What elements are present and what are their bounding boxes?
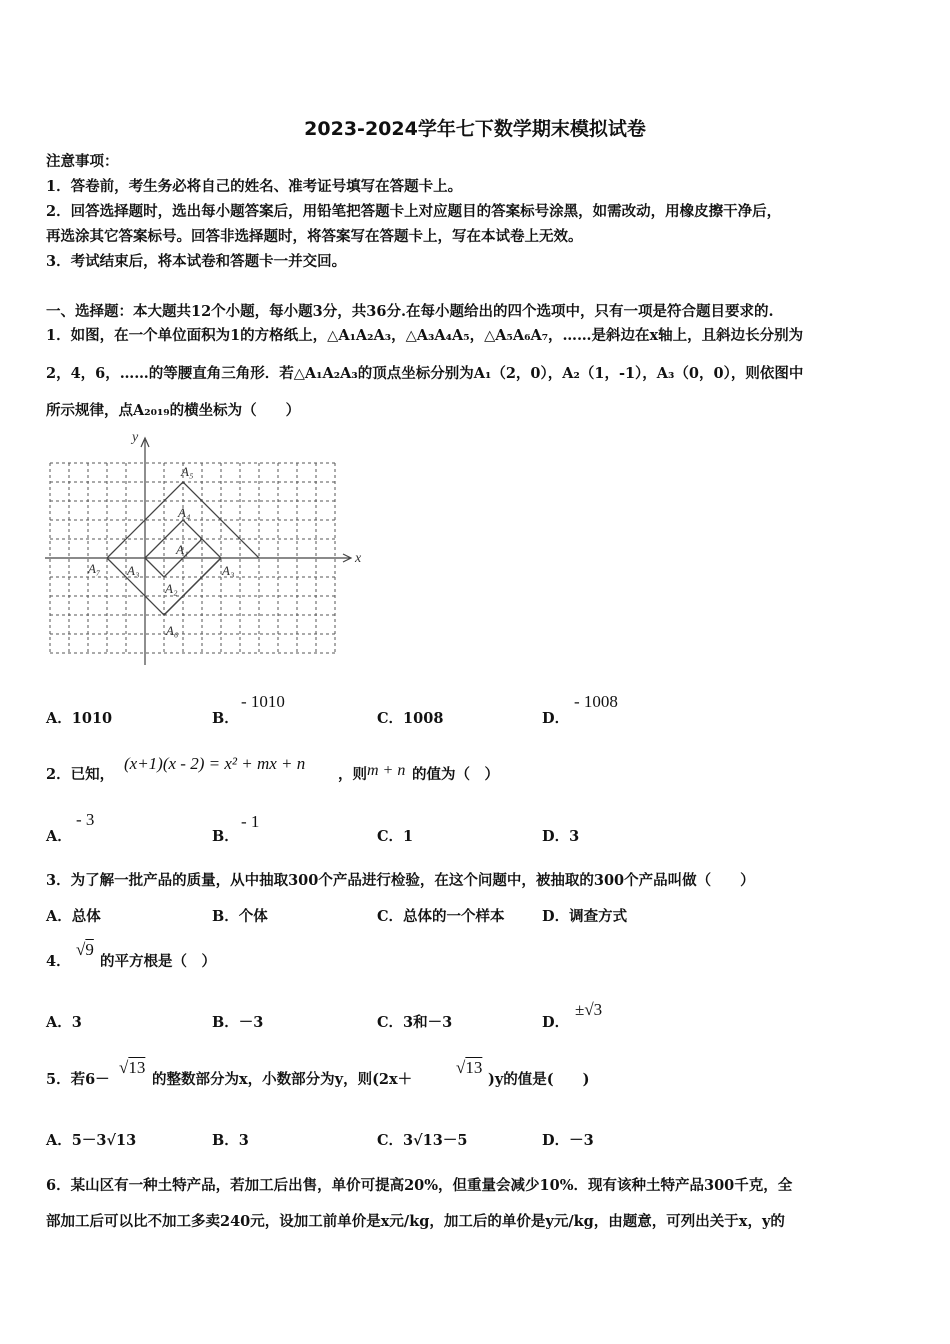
option-d[interactable]: D． — [542, 710, 570, 727]
option-b[interactable]: B．3 — [212, 1132, 249, 1149]
question-3-text: 3．为了解一批产品的质量，从中抽取300个产品进行检验，在这个问题中，被抽取的300个产品叫做（ ） — [46, 872, 755, 889]
point-label: A₅ — [181, 464, 194, 479]
point-label: A₄ — [178, 505, 191, 520]
point-label: A₃ — [127, 563, 140, 578]
option-c[interactable]: C．3√13－5 — [377, 1132, 468, 1149]
question-2-suffix: 的值为（ ） — [412, 766, 499, 783]
question-6-text: 6．某山区有一种土特产品，若加工后出售，单价可提高20%，但重量会减少10%．现有该种土特产品300千克，全 — [46, 1177, 793, 1194]
x-axis-label: x — [355, 551, 362, 566]
question-4-num: 4． — [46, 953, 71, 970]
option-a[interactable]: A． — [46, 828, 72, 845]
option-d-value: ±√3 — [575, 1000, 603, 1019]
notice-item: 1．答卷前，考生务必将自己的姓名、准考证号填写在答题卡上。 — [46, 178, 463, 195]
sqrt-13: √13 — [456, 1058, 483, 1077]
section-heading: 一、选择题：本大题共12个小题，每小题3分，共36分.在每小题给出的四个选项中，只有一项是符合题目要求的. — [46, 303, 774, 320]
question-4-suffix: 的平方根是（ ） — [100, 953, 216, 970]
question-2-prefix: 2．已知， — [46, 766, 115, 783]
point-label: A₆ — [166, 623, 179, 638]
question-1-figure — [40, 425, 370, 670]
option-a[interactable]: A．1010 — [46, 710, 113, 727]
notice-item: 2．回答选择题时，选出每小题答案后，用铅笔把答题卡上对应题目的答案标号涂黑，如需改动，用橡皮擦干净后， — [46, 203, 782, 220]
point-label: A₃ — [222, 563, 235, 578]
notice-item: 再选涂其它答案标号。回答非选择题时，将答案写在答题卡上，写在本试卷上无效。 — [46, 228, 583, 245]
option-c[interactable]: C．总体的一个样本 — [377, 908, 505, 925]
option-b-value: - 1010 — [241, 692, 285, 711]
option-c[interactable]: C．1 — [377, 828, 414, 845]
question-1-text: 2，4，6，……的等腰直角三角形．若△A₁A₂A₃的顶点坐标分别为A₁（2，0），A₂（1，-1），A₃（0，0），则依图中 — [46, 365, 804, 382]
option-b[interactable]: B．个体 — [212, 908, 268, 925]
option-d-value: - 1008 — [574, 692, 618, 711]
question-2-formula: (x+1)(x - 2) = x² + mx + n — [124, 754, 306, 773]
option-d[interactable]: D．－3 — [542, 1132, 594, 1149]
question-5-part1: 5．若6－ — [46, 1071, 110, 1088]
question-2-middle: ，则 — [338, 766, 367, 783]
notice-item: 3．考试结束后，将本试卷和答题卡一并交回。 — [46, 253, 347, 270]
option-b-value: - 1 — [241, 812, 260, 831]
page-title: 2023-2024学年七下数学期末模拟试卷 — [304, 118, 646, 140]
notice-heading: 注意事项： — [46, 153, 119, 170]
question-2-expr: m + n — [367, 762, 406, 779]
option-c[interactable]: C．1008 — [377, 710, 444, 727]
option-d[interactable]: D． — [542, 1014, 570, 1031]
point-label: A₇ — [88, 561, 101, 576]
question-1-text: 1．如图，在一个单位面积为1的方格纸上，△A₁A₂A₃，△A₃A₄A₅，△A₅A₆A₇，……是斜边在x轴上，且斜边长分别为 — [46, 327, 804, 344]
sqrt-9: √9 — [76, 940, 94, 959]
option-a[interactable]: A．5－3√13 — [46, 1132, 137, 1149]
option-d[interactable]: D．3 — [542, 828, 580, 845]
point-label: A₁ — [176, 542, 189, 557]
option-a[interactable]: A．总体 — [46, 908, 101, 925]
option-d[interactable]: D．调查方式 — [542, 908, 628, 925]
y-axis-label: y — [132, 430, 139, 445]
option-b[interactable]: B． — [212, 710, 239, 727]
option-a-value: - 3 — [76, 810, 95, 829]
question-5-part3: )y的值是( ) — [488, 1071, 590, 1088]
point-label: A₂ — [165, 581, 178, 596]
sqrt-13: √13 — [119, 1058, 146, 1077]
question-5-part2: 的整数部分为x，小数部分为y，则(2x＋ — [152, 1071, 413, 1088]
option-b[interactable]: B．－3 — [212, 1014, 264, 1031]
option-b[interactable]: B． — [212, 828, 239, 845]
question-1-text: 所示规律，点A₂₀₁₉的横坐标为（ ） — [46, 402, 301, 419]
option-c[interactable]: C．3和－3 — [377, 1014, 453, 1031]
question-6-text: 部加工后可以比不加工多卖240元，设加工前单价是x元/kg，加工后的单价是y元/kg，由题意，可列出关于x，y的 — [46, 1213, 785, 1230]
option-a[interactable]: A．3 — [46, 1014, 82, 1031]
